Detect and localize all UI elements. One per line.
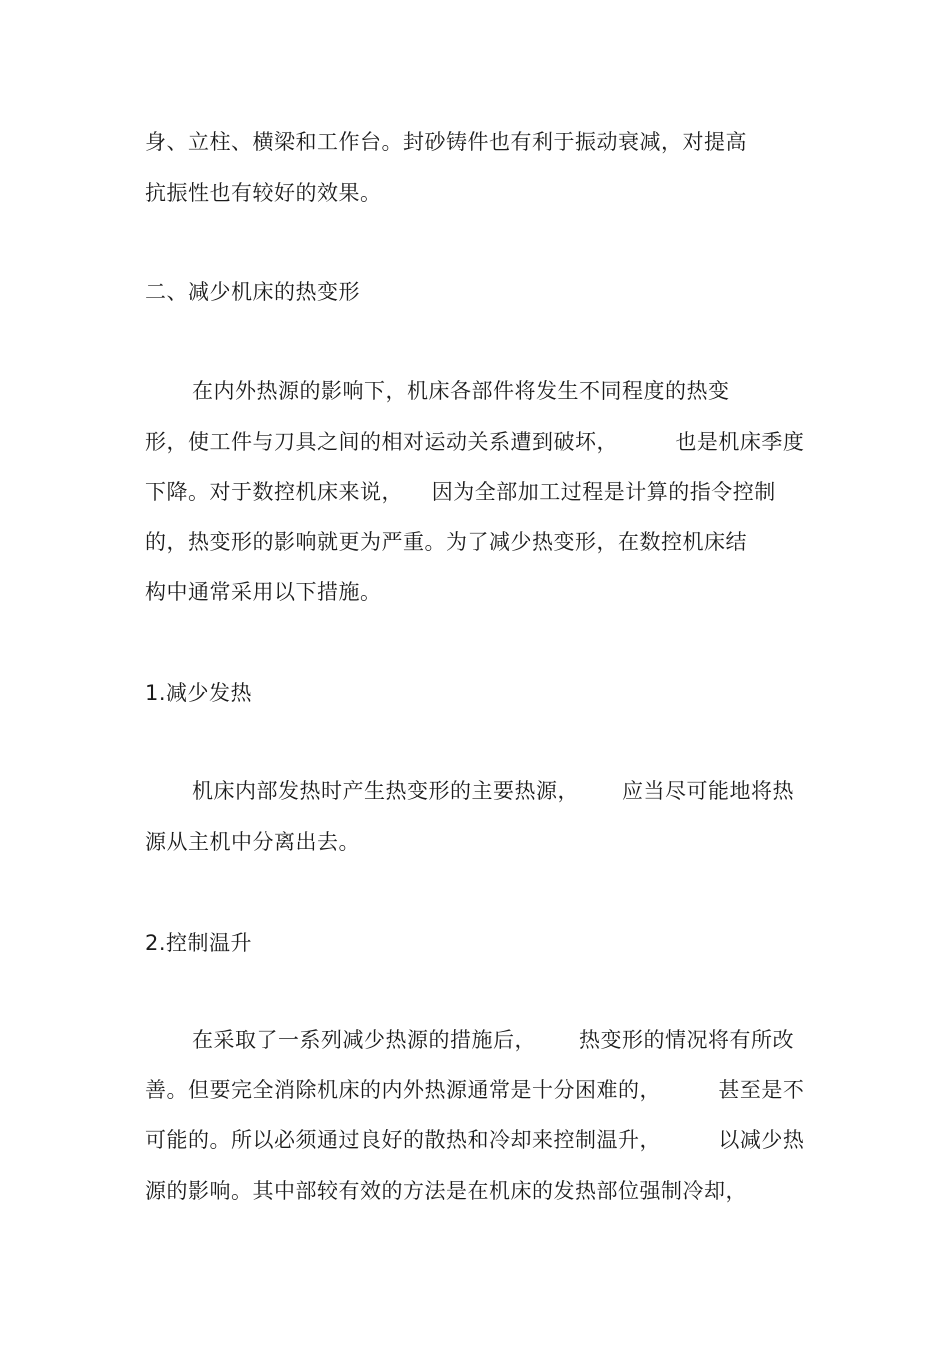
paragraph-line: 源从主机中分离出去。 [145,830,360,854]
paragraph-line: 在内外热源的影响下，机床各部件将发生不同程度的热变 [192,379,730,403]
paragraph-line: 在采取了一系列减少热源的措施后， 热变形的情况将有所改 [192,1028,795,1052]
paragraph-line: 源的影响。其中部较有效的方法是在机床的发热部位强制冷却， [145,1179,747,1203]
paragraph-line: 抗振性也有较好的效果。 [145,181,382,205]
paragraph-line: 善。但要完全消除机床的内外热源通常是十分困难的， 甚至是不 [145,1078,805,1102]
subsection-heading: 2.控制温升 [145,931,253,955]
subsection-heading: 1.减少发热 [145,681,253,705]
paragraph-line: 机床内部发热时产生热变形的主要热源， 应当尽可能地将热 [192,779,795,803]
paragraph-line: 可能的。所以必须通过良好的散热和冷却来控制温升， 以减少热 [145,1128,805,1152]
paragraph-line: 构中通常采用以下措施。 [145,580,382,604]
paragraph-line: 下降。对于数控机床来说， 因为全部加工过程是计算的指令控制 [145,480,776,504]
section-heading: 二、减少机床的热变形 [145,280,360,304]
paragraph-line: 的，热变形的影响就更为严重。为了减少热变形，在数控机床结 [145,530,747,554]
paragraph-line: 身、立柱、横梁和工作台。封砂铸件也有利于振动衰减，对提高 [145,130,747,154]
paragraph-line: 形，使工件与刀具之间的相对运动关系遭到破坏， 也是机床季度 [145,430,805,454]
